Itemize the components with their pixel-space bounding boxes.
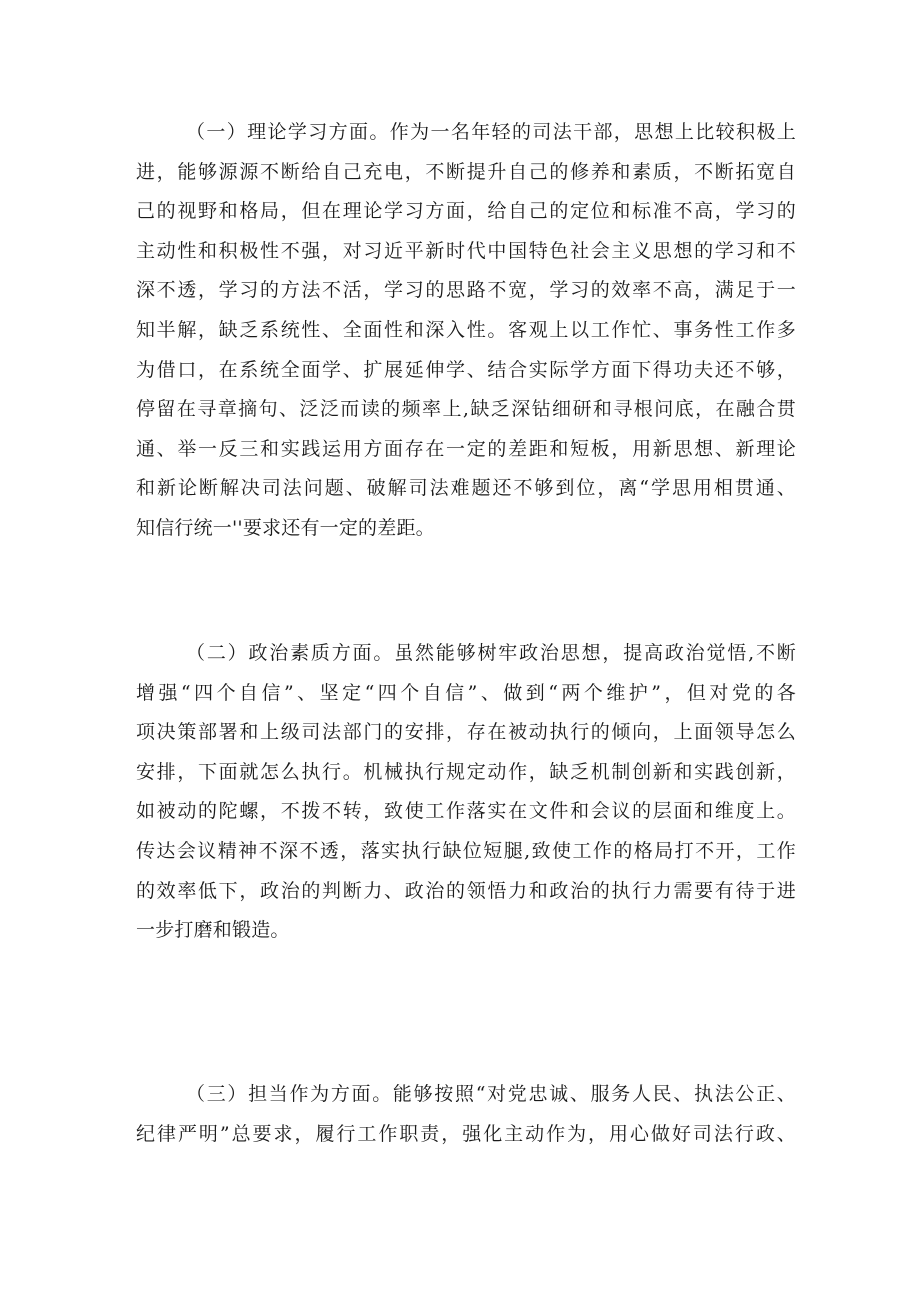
paragraph-political-quality [136, 634, 796, 951]
paragraph-theory-study [136, 113, 796, 549]
paragraph-line: 如被动的陀螺，不拨不转，致使工作落实在文件和会议的层面和维度上。 [136, 800, 796, 823]
paragraph-line: 传达会议精神不深不透，落实执行缺位短腿,致使工作的格局打不开，工作 [136, 839, 796, 862]
paragraph-line: （一）理论学习方面。作为一名年轻的司法干部，思想上比较积极上 [186, 121, 796, 143]
paragraph-line: 的效率低下，政治的判断力、政治的领悟力和政治的执行力需要有待于进 [136, 879, 796, 902]
paragraph-line: 停留在寻章摘句、泛泛而读的频率上,缺乏深钻细研和寻根问底，在融合贯 [136, 398, 796, 421]
paragraph-line: 深不透，学习的方法不活，学习的思路不宽，学习的效率不高，满足于一 [136, 279, 796, 302]
paragraph-line: 纪律严明”总要求，履行工作职责，强化主动作为，用心做好司法行政、 [136, 1122, 796, 1145]
paragraph-line: 和新论断解决司法问题、破解司法难题还不够到位，离“学思用相贯通、 [136, 477, 796, 500]
paragraph-responsibility [136, 1075, 796, 1154]
paragraph-line: 为借口，在系统全面学、扩展延伸学、结合实际学方面下得功夫还不够， [136, 358, 796, 381]
paragraph-line: 己的视野和格局，但在理论学习方面，给自己的定位和标准不高，学习的 [136, 200, 796, 223]
paragraph-line: （二）政治素质方面。虽然能够树牢政治思想，提高政治觉悟,不断 [186, 642, 796, 664]
paragraph-line: 知半解，缺乏系统性、全面性和深入性。客观上以工作忙、事务性工作多 [136, 318, 796, 341]
paragraph-line: 进，能够源源不断给自己充电，不断提升自己的修养和素质，不断拓宽自 [136, 160, 796, 183]
paragraph-line: 增强“四个自信”、坚定“四个自信”、做到“两个维护”，但对党的各 [136, 681, 796, 704]
paragraph-line: （三）担当作为方面。能够按照“对党忠诚、服务人民、执法公正、 [186, 1083, 796, 1105]
paragraph-line: 主动性和积极性不强，对习近平新时代中国特色社会主义思想的学习和不 [136, 239, 796, 262]
paragraph-line: 安排，下面就怎么执行。机械执行规定动作，缺乏机制创新和实践创新， [136, 760, 796, 783]
paragraph-line: 项决策部署和上级司法部门的安排，存在被动执行的倾向，上面领导怎么 [136, 721, 796, 744]
paragraph-line: 通、举一反三和实践运用方面存在一定的差距和短板，用新思想、新理论 [136, 437, 796, 460]
paragraph-line: 一步打磨和锻造。 [136, 919, 290, 942]
paragraph-line: 知信行统一''要求还有一定的差距。 [136, 516, 435, 539]
